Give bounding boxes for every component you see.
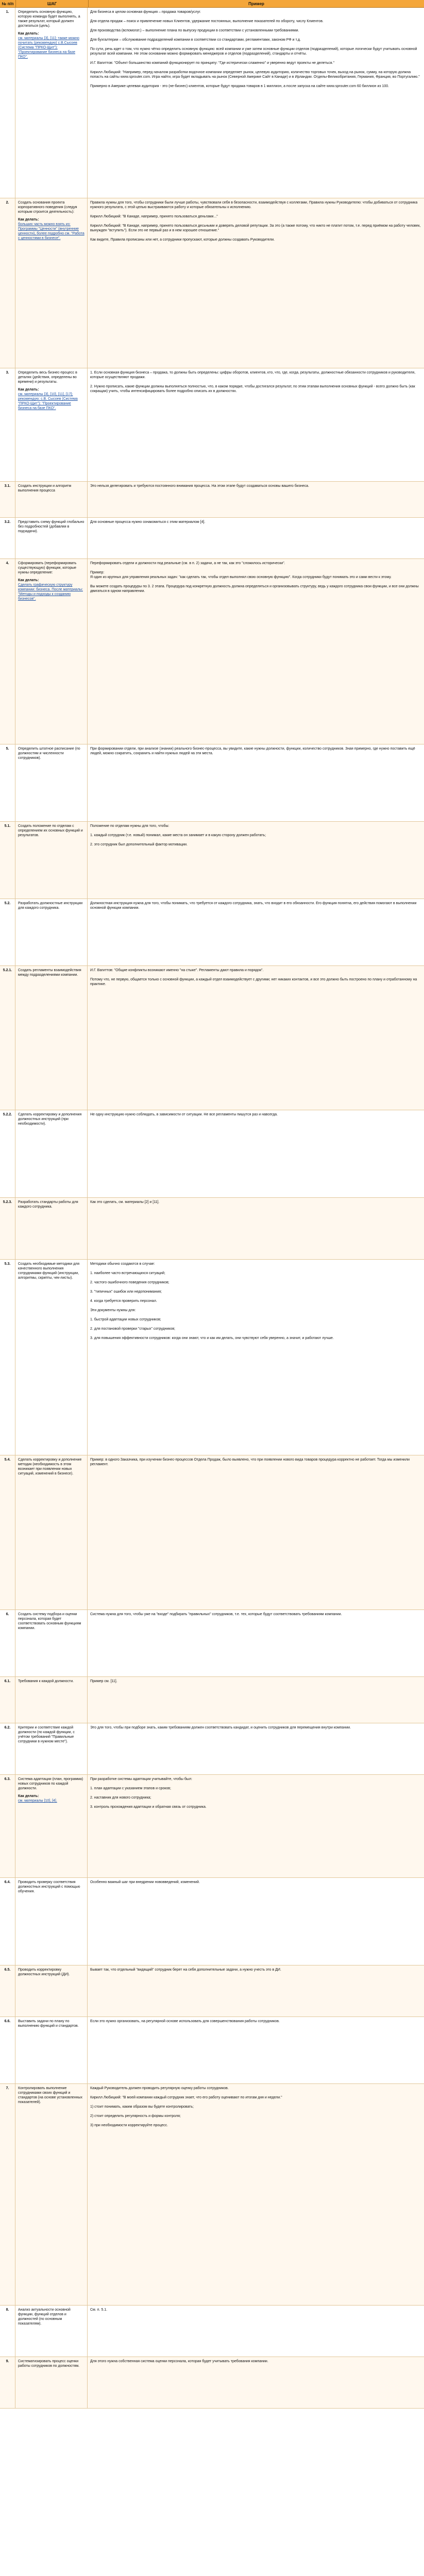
step-text: Создать основания проекта корпоративного поведения (следуя которым строится деятельность): [18, 201, 78, 214]
row-step [15, 482, 88, 517]
table-row [0, 1677, 424, 1723]
row-example: Для бизнеса в целом основная функция – продажа товаров/услуг. Для отдела продаж – поиск и привлечение новых Клиентов, удержание постоянных, выполнение показателей по обороту, числу Клиентов. Для производства (вспомогат.) – выполнение плана по выпуску продукции в соответствии с установленными требованиями. Для бухгалтерии – обслуживание подразделений компании в соответствии со стандартами, регламентами, законом РФ и т.д. По сути, речь идет о том, что нужно чётко определить основную функцию: всей компании и уже затем основные функции отделов (подразделений), которые логически будут учитывать основной результат всей компании. Не этом основании можно формировать менеджеров и отделов (подразделений), стандарты и отчёты. И.Г. Вагиттов: "Объект большинство компаний функционирует по принципу: "Где истерически слаженно" и уверенно ведут проекты не делеться." Кирилл Любицкий: "Например, перед началом разработки водочное компании определяет рынок, целевую аудиторию, количество торговых точек, выход на рынок, сумму, на которую должна попасть на сайты www.sprouter.com. Игра найти, игра будет вкладывать на рынок (Северной Америке Сайт в Канаде) и в Ирландии. Отделы-Великобритания, Германия, Франция, во Португалию." Примерно в Америке целевая аудитория - это (не-бизнес) клиентов, которые будут продажа товаров в 1 миллион, а после запуска на сайте www.sprouter.com 60 биллион из 100. [90, 10, 420, 88]
row-number: 9. [0, 2357, 15, 2408]
table-row [0, 1610, 424, 1677]
row-number: 6.3. [0, 1775, 15, 1877]
row-step [15, 1677, 88, 1723]
row-example: Положение по отделам нужны для того, чтобы: 1. каждый сотрудник (т.е. новый) понимал, какие места он занимает и в какую сторону должен работать; 2. это сотрудник был дополнительный фактор мотивации. [90, 824, 266, 846]
step-text: Разработать стандарты работы для каждого сотрудника. [18, 1200, 79, 1209]
row-number: 1. [0, 8, 15, 198]
table-row [0, 518, 424, 559]
step-text: Анализ актуальности основной функции, функций отделов и должностей (по основным показателям). [18, 2308, 72, 2326]
step-text: Сформировать (переформировать существующую) функции, которые нужны определение: [18, 562, 78, 574]
table-row [0, 198, 424, 368]
how-reference-link[interactable]: см. материалы [10], [4]. [18, 1799, 57, 1803]
table-body [0, 8, 424, 2409]
table-row [0, 744, 424, 822]
row-number: 4. [0, 559, 15, 744]
row-step [15, 559, 88, 744]
row-number: 2. [0, 198, 15, 368]
row-number: 5.3. [0, 1260, 15, 1455]
row-example: Для основные процесса нужно ознакомиться с этим материалом [4]. [90, 520, 206, 524]
row-step [15, 1723, 88, 1774]
how-reference-link[interactable]: больших часть можно взять из: Программы "Ценности" (внутренние ценности), более подробно см. "Работа с ценностями в бизнесе". [18, 223, 84, 240]
row-number: 5.2. [0, 899, 15, 965]
row-step [15, 518, 88, 558]
step-text: Выставить задачи по плану по выполнению функций и стандартов. [18, 2020, 79, 2028]
row-number: 5.2.2. [0, 1110, 15, 1197]
row-number: 3. [0, 368, 15, 481]
step-text: Создать необходимые методики для качественного выполнения сотрудниками функций (инструкции, алгоритмы, скрипты, чек-листы). [18, 1262, 80, 1280]
row-example: Система нужна для того, чтобы уже на "входе" подбирать "правильных" сотрудников, т.е. тех, которые будут соответствовать требованиям компании. [90, 1613, 342, 1616]
step-text: Система адаптации (план, программа) новых сотрудников по каждой должности. [18, 1777, 84, 1790]
row-example: Правила нужны для того, чтобы сотрудники были лучше работы, чувствовали себя в безопасности, взаимодействуя с коллегами, Правила нужны Руководителю: чтобы добиваться от сотрудника нужного результата, с этой целью выстраиваются работу и которые обязательны к исполнению. Кирилл Любицкий: "В Канаде, например, принято пользоваться деньгами..." Кирилл Любицкий: "В Канаде, например, принято пользоваться десьными и доверять деловой репутации. За это (а также потому, что никто не платит потом, т.е. перед приёмом на работу человек, вынужден "вступить"). Если это не первый раз и в нем хорошее отношение." Как видите, Правила прописаны или нет, а сотрудники пропускают, которые должны создавать Руководители. [90, 201, 421, 242]
row-example: Это нельзя делегировать и требуются постоянного внимания процесса. На этом этапе будут создаваться основы вашего бизнеса. [90, 484, 309, 488]
row-example: Для этого нужна собственная система оценки персонала, которая будет учитывать требования компании. [90, 2360, 268, 2363]
row-number: 5.1. [0, 822, 15, 899]
row-example: Каждый Руководитель должен проводить регулярную оценку работы сотрудников. Кирилл Любицкий: "В моей компании каждый сотрудник знает, что его работу оценивают по итогам дня и недели." 1) стоит понимать, каким образом вы будете контролировать; 2) стоит определить регулярность и формы контроля; 3) при необходимости корректируйте процесс. [90, 2087, 282, 2127]
table-row [0, 2084, 424, 2306]
row-number: 6.2. [0, 1723, 15, 1774]
row-step [15, 2306, 88, 2357]
table-row [0, 559, 424, 744]
row-step [15, 1610, 88, 1676]
table-row [0, 899, 424, 966]
table-header [0, 0, 424, 8]
step-text: Проводить проверку соответствия должностных инструкций с помощью обучения. [18, 1880, 81, 1893]
header-step: ШАГ [16, 0, 89, 7]
row-step [15, 1878, 88, 1965]
row-example: См. п. 5.1. [90, 2308, 108, 2312]
table-row [0, 2357, 424, 2409]
table-row [0, 2017, 424, 2084]
table-row [0, 1260, 424, 1455]
row-step [15, 744, 88, 821]
step-text: Проводить корректировку должностных инструкций (ДИ). [18, 1968, 70, 1976]
table-row [0, 2306, 424, 2357]
step-text: Разработать должностные инструкции для каждого сотрудника. [18, 902, 84, 910]
header-num: № п/п [0, 0, 16, 7]
row-number: 5.2.3. [0, 1198, 15, 1259]
row-number: 8. [0, 2306, 15, 2357]
header-example: Пример [248, 1, 264, 6]
table-row [0, 8, 424, 198]
row-step [15, 2017, 88, 2083]
step-text: Контролировать выполнение сотрудниками своих функций и стандартов (на основе установленных показателей). [18, 2087, 83, 2104]
row-number: 3.1. [0, 482, 15, 517]
table-row [0, 1878, 424, 1965]
row-example: Это для того, чтобы при подборе знать, каким требованиям должен соответствовать кандидат, и оценить сотрудников для перемещения внутри компании. [90, 1726, 351, 1730]
row-step [15, 1260, 88, 1455]
row-example: При разработке системы адаптации учитывайте, чтобы был: 1. план адаптации с указанием этапов и сроков; 2. наставник для нового сотрудника; 3. контроль прохождения адаптации и обратная связь от сотрудника. [90, 1777, 207, 1809]
row-step [15, 198, 88, 368]
row-number: 6.6. [0, 2017, 15, 2083]
row-step [15, 1965, 88, 2016]
row-number: 6.5. [0, 1965, 15, 2016]
step-text: Создать систему подбора и оценки персонала, которая будет соответствовать основным функциям компании. [18, 1613, 82, 1630]
row-example: 1. Если основная функция бизнеса – продажа, то должны быть определены: цифры оборотов, клиентов, кто, что, где, когда, результаты, должностные обязанности сотрудников и руководителя, которые осуществляют продажи. 2. Нужно прописать, какие функции должны выполняться полностью, что, в каком порядке, чтобы достигался результат, по этим этапам выполнения основных функций - всего должно быть (как сокращая) учить, чтобы интенсифицировать более подробно описать их в должностях. [90, 371, 416, 393]
step-text: Определить штатное расписание (по должностям и численности сотрудников). [18, 747, 81, 760]
row-number: 5. [0, 744, 15, 821]
step-text: Создать инструкции и алгоритм выполнения процесса [18, 484, 73, 493]
step-text: Создать положение по отделам с определением их основных функций и результатов. [18, 824, 84, 837]
table-row [0, 1455, 424, 1610]
table-row [0, 822, 424, 899]
row-example: Особенно важный шаг при внедрении нововведений, изменений. [90, 1880, 200, 1884]
how-reference-link[interactable]: см. материалы [3], [10], [11], [17]; рекомендую: с.В. Сысоев (Система "ПРКО-Щит"): "Проектирование бизнеса на базе ПКО". [18, 393, 78, 410]
table-row [0, 1723, 424, 1775]
row-step [15, 1110, 88, 1197]
row-step [15, 1455, 88, 1609]
step-text: Требования к каждой должности. [18, 1680, 74, 1683]
row-step [15, 8, 88, 198]
row-number: 5.2.1. [0, 966, 15, 1110]
how-reference-link[interactable]: Сделать графическую структуру компании: бизнеса. После материалы: "Методы и подходы к созданию бизнесов". [18, 583, 83, 601]
row-example: Переформировать отдели и должности под реальные (см. в п. 2) задачи, а не так, как это "сложилось исторически". Пример: Я один из крупных для управления реальных задач: "как сделать так, чтобы отдел выполнял свою основную функцию". Когда сотрудники будут понимать это и сами вести к этому. Вы можете создать процедуры по 3. 2 этапа. Процедура под конкретную должность должна определяться и организовывать структуру, ведь у каждого сотрудника свои функции, и все они должны двигаться в одном направлении. [90, 562, 419, 593]
row-example: Если это нужно организовать, на регулярной основе использовать для совершенствования работы сотрудников. [90, 2020, 280, 2023]
step-text: Создать регламенты взаимодействия между подразделениями компании. [18, 969, 82, 977]
row-number: 7. [0, 2084, 15, 2305]
table-row [0, 1110, 424, 1198]
row-example: Не одну инструкцию нужно соблюдать, в зависимости от ситуации. Не все регламенты пишутся раз и навсегда. [90, 1113, 278, 1116]
row-example: И.Г. Вагиттов: "Общие конфликты возникают именно "на стыке". Регламенты дают правила и порядок". Потому что, не первую, общается только с основной функции, а каждый отдел взаимодействует с другими; нет никаких контактов, и все это должно быть построено по плану и отработанному на практике. [90, 969, 417, 986]
row-example: Методики обычно создаются в случае: 1. наиболее часто встречающихся ситуаций; 2. частого ошибочного поведения сотрудников; 3. "типичных" ошибок или недопонимания; 4. когда требуется проверить персонал. Эти документы нужны для: 1. быстрой адаптации новых сотрудников; 2. для постановой проверки "старых" сотрудников; 3. для повышения эффективности сотрудников: когда они знают, что и как им делать, они чувствуют себя уверенно, а значит, и работают лучше. [90, 1262, 334, 1340]
row-step [15, 1775, 88, 1877]
row-step [15, 368, 88, 481]
how-label: Как делать: [18, 579, 39, 582]
row-example: При формировании отдели, при анализе (знании) реального бизнес-процесса, вы увидите, какие нужны должности, функции, количество сотрудников. Зная примерно, где нужно поставить ещё людей, можно сократить, сохранить и найти нужных людей на эти места. [90, 747, 416, 755]
row-number: 6.4. [0, 1878, 15, 1965]
row-example: Как это сделать, см. материалы [2] и [11]. [90, 1200, 160, 1204]
table-row [0, 1198, 424, 1260]
table-row [0, 966, 424, 1110]
row-step [15, 1198, 88, 1259]
row-step [15, 966, 88, 1110]
row-example: Бывает так, что отдельный "видящий" сотрудник берет на себя дополнительные задачи, а нужно учесть это в ДИ. [90, 1968, 281, 1972]
row-example: Пример см. [11]. [90, 1680, 117, 1683]
how-reference-link[interactable]: см. материалы [3], [11]; также можно почитать (рекомендую) с.В.Сысоев (Система "ПРКО-Щит"): "Проектирование бизнеса на базе ПКО". [18, 37, 79, 59]
row-step [15, 899, 88, 965]
row-step [15, 2084, 88, 2305]
step-text: Сделать корректировку и дополнение методик (необходимость в этом возникает при появлении новых ситуаций, изменений в бизнесе). [18, 1458, 83, 1476]
row-number: 3.2. [0, 518, 15, 558]
how-label: Как делать: [18, 32, 39, 36]
row-example: Пример: в одного Заказчика, при изучении бизнес-процессов Отдела Продаж, было выявлено, что при появлении нового вида товаров процедура корректно не работает. Тогда мы изменили регламент. [90, 1458, 411, 1466]
how-label: Как делать: [18, 1794, 39, 1798]
step-text: Систематизировать процесс оценки работы сотрудников по должностям. [18, 2360, 80, 2368]
step-text: Сделать корректировку и дополнения должностных инструкций (при необходимости). [18, 1113, 83, 1126]
table-row [0, 482, 424, 518]
row-number: 6. [0, 1610, 15, 1676]
step-text: Определить основную функцию, которую команда будет выполнять, а также результат, который должен достигаться (цель). [18, 10, 81, 28]
table-row [0, 368, 424, 482]
how-label: Как делать: [18, 388, 39, 392]
step-text: Критерии и соответствие каждой должности (по каждой функции, с учётом требований "Правильные сотрудники в нужном месте"). [18, 1726, 76, 1743]
row-number: 6.1. [0, 1677, 15, 1723]
table-row [0, 1775, 424, 1878]
row-step [15, 2357, 88, 2408]
table-row [0, 1965, 424, 2017]
row-step [15, 822, 88, 899]
row-number: 5.4. [0, 1455, 15, 1609]
row-example: Должностная инструкция нужна для того, чтобы понимать, что требуется от каждого сотрудника, знать, что входит в его обязанности. Его функция понятна, его действия помогают в выполнении основной функции компании. [90, 902, 418, 910]
step-text: Определить весь бизнес-процесс в деталях (действия, определены во времени) и результаты. [18, 371, 78, 384]
how-label: Как делать: [18, 218, 39, 222]
step-text: Представить схему функций глобально без подробностей (добавляя в подзадачи). [18, 520, 86, 533]
